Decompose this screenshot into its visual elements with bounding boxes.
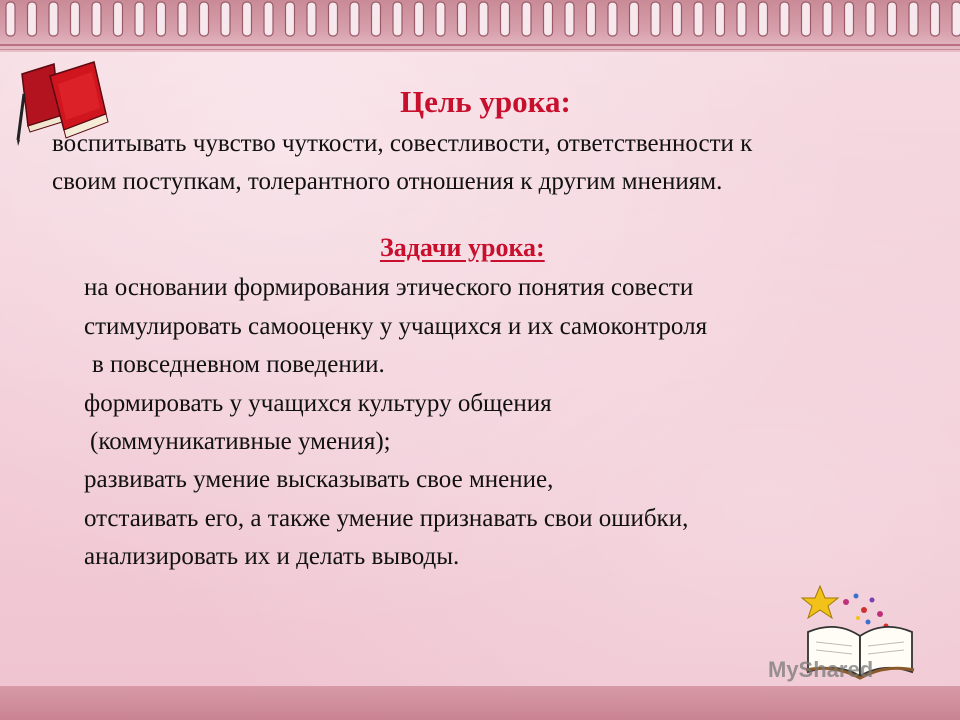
spiral-ring [737,2,746,36]
spiral-ring [157,2,166,36]
spiral-ring [587,2,596,36]
spiral-ring [6,2,15,36]
task-line-4: формировать у учащихся культуру общения [84,390,552,417]
goal-line-1: воспитывать чувство чуткости, совестливости, ответственности к [52,130,753,157]
spiral-ring [458,2,467,36]
goal-title: Цель урока: [400,84,571,119]
spiral-ring [307,2,316,36]
spiral-ring [823,2,832,36]
task-line-2: стимулировать самооценку у учащихся и их самоконтроля [84,313,708,340]
spiral-ring [522,2,531,36]
spiral-ring [759,2,768,36]
spiral-ring [866,2,875,36]
spiral-ring [780,2,789,36]
task-line-5: (коммуникативные умения); [90,428,391,455]
top-divider-thin [0,49,960,50]
spiral-ring [243,2,252,36]
spiral-ring [135,2,144,36]
spiral-ring [565,2,574,36]
spiral-ring [200,2,209,36]
goal-line-2: своим поступкам, толерантного отношения к другим мнениям. [52,168,723,195]
spiral-ring [28,2,37,36]
spiral-ring [501,2,510,36]
notebook-spiral [0,0,960,40]
spiral-ring [608,2,617,36]
spiral-ring [264,2,273,36]
spiral-ring [393,2,402,36]
tasks-title: Задачи урока: [380,233,545,262]
spiral-ring [845,2,854,36]
spiral-ring [694,2,703,36]
spiral-ring [49,2,58,36]
bottom-band [0,686,960,720]
spiral-ring [350,2,359,36]
spiral-ring [802,2,811,36]
task-line-1: на основании формирования этического понятия совести [84,274,694,301]
spiral-ring [221,2,230,36]
spiral-ring [673,2,682,36]
watermark: MyShared [768,657,874,682]
spiral-ring [931,2,940,36]
spiral-ring [415,2,424,36]
spiral-ring [92,2,101,36]
task-line-7: отстаивать его, а также умение признавать свои ошибки, [84,505,689,532]
spiral-ring [909,2,918,36]
task-line-8: анализировать их и делать выводы. [84,543,460,570]
spiral-ring [71,2,80,36]
spiral-ring [952,2,960,36]
spiral-ring [178,2,187,36]
spiral-ring [329,2,338,36]
task-line-3: в повседневном поведении. [92,351,385,378]
task-line-6: развивать умение высказывать свое мнение, [84,466,554,493]
spiral-ring [436,2,445,36]
spiral-ring [114,2,123,36]
spiral-ring [651,2,660,36]
spiral-ring [716,2,725,36]
spiral-ring [888,2,897,36]
spiral-ring [372,2,381,36]
spiral-ring [544,2,553,36]
spiral-ring [286,2,295,36]
spiral-ring [479,2,488,36]
top-divider [0,44,960,46]
spiral-ring [630,2,639,36]
